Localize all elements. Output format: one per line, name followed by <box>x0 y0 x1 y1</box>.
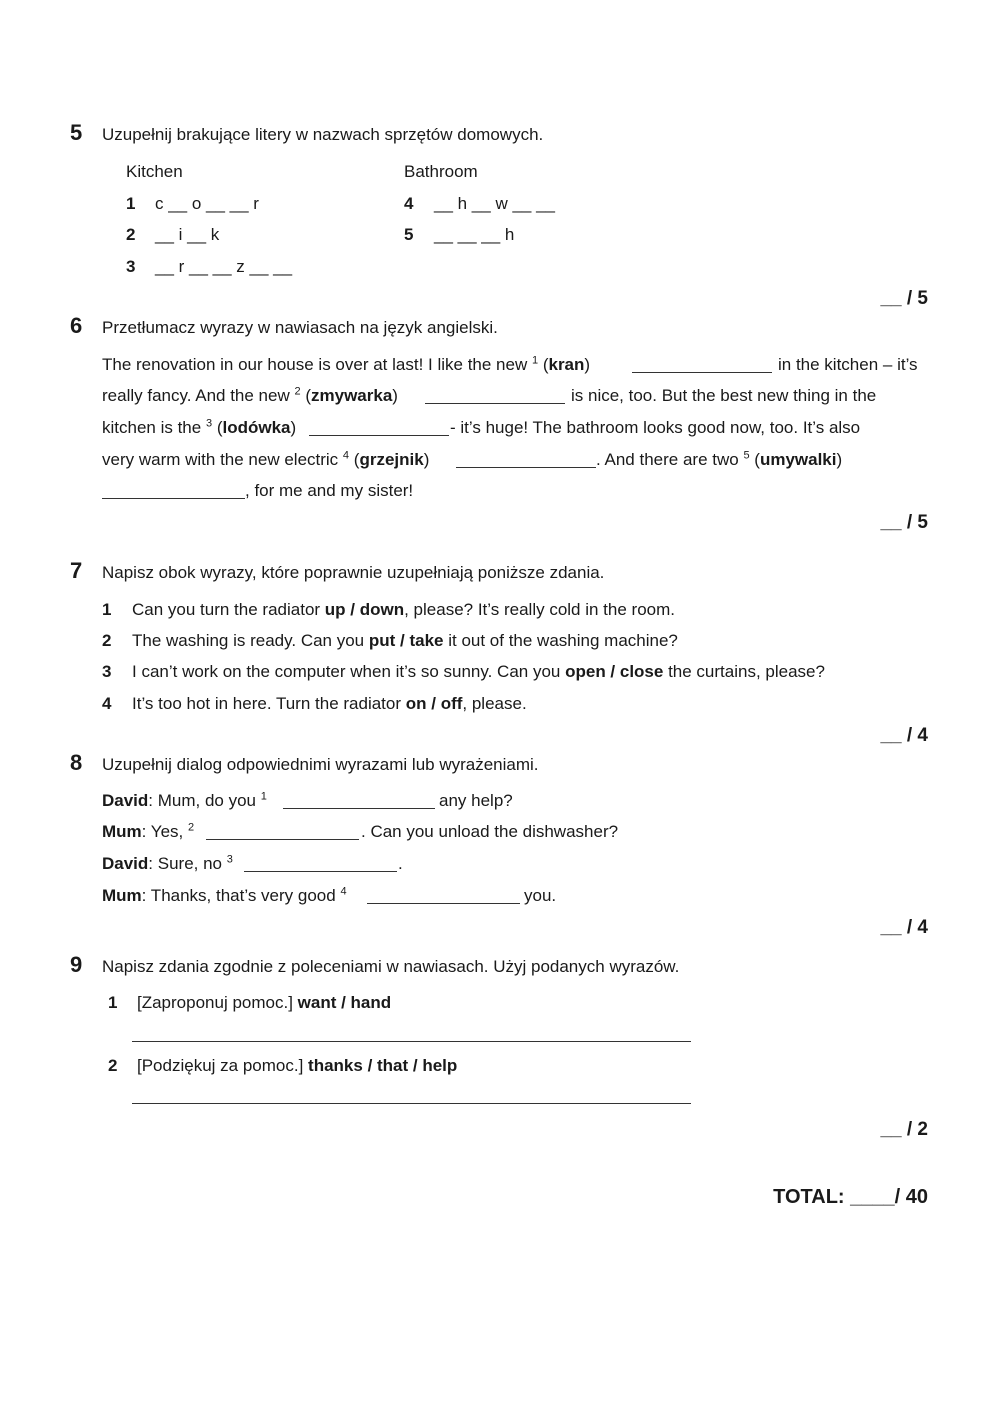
item-number: 3 <box>126 257 136 276</box>
exercise-5-title: Uzupełnij brakujące litery w nazwach sprzętów domowych. <box>102 125 544 144</box>
bathroom-header: Bathroom <box>404 162 478 181</box>
item-number: 5 <box>404 225 414 244</box>
exercise-9-score: __ / 2 <box>880 1119 928 1140</box>
paragraph-line: The renovation in our house is over at last! I like the new $^1$ (kran) <box>102 354 591 374</box>
exercise-7-number: 7 <box>70 558 83 583</box>
item-number: 4 <box>404 194 414 213</box>
prompt: [Podziękuj za pomoc.] thanks / that / help <box>137 1056 458 1075</box>
total-score: TOTAL: ____/ 40 <box>773 1186 928 1208</box>
exercise-7-title: Napisz obok wyrazy, które poprawnie uzupełniają poniższe zdania. <box>102 563 605 582</box>
letter-puzzle[interactable]: __ i __ k <box>155 225 220 244</box>
answer-blank-2[interactable] <box>425 403 565 404</box>
exercise-8-title: Uzupełnij dialog odpowiednimi wyrazami lub wyrażeniami. <box>102 755 539 774</box>
paragraph-line: really fancy. And the new $^2$ (zmywarka) <box>102 385 398 405</box>
dialog-line-end: . <box>398 854 403 873</box>
dialog-line-end: any help? <box>439 791 513 810</box>
answer-blank-1[interactable] <box>632 372 772 373</box>
paragraph-line: - it’s huge! The bathroom looks good now, too. It’s also <box>450 418 861 437</box>
answer-blank-3[interactable] <box>309 435 449 436</box>
answer-blank-4[interactable] <box>456 467 596 468</box>
exercise-5-number: 5 <box>70 120 83 145</box>
dialog-line-end: you. <box>524 886 557 905</box>
write-line-1[interactable] <box>132 1041 691 1042</box>
option-choice[interactable]: put / take <box>368 631 444 650</box>
dialog-line: Mum: Yes, $^2$ <box>102 821 195 841</box>
exercise-9-number: 9 <box>70 952 83 977</box>
dialog-blank-3[interactable] <box>244 871 397 872</box>
kitchen-header: Kitchen <box>126 162 183 181</box>
option-choice[interactable]: on / off <box>405 694 463 713</box>
dialog-line: David: Mum, do you $^1$ <box>102 790 267 810</box>
item-number: 4 <box>102 694 112 713</box>
paragraph-line: is nice, too. But the best new thing in the <box>571 386 877 405</box>
exercise-9-title: Napisz zdania zgodnie z poleceniami w nawiasach. Użyj podanych wyrazów. <box>102 957 680 976</box>
item-number: 3 <box>102 662 112 681</box>
dialog-blank-4[interactable] <box>367 903 520 904</box>
letter-puzzle[interactable]: c __ o __ __ r <box>155 194 259 213</box>
dialog-blank-2[interactable] <box>206 839 359 840</box>
sentence: It’s too hot in here. Turn the radiator on / off, please. <box>132 694 527 713</box>
paragraph-line: . And there are two $^5$ (umywalki) <box>596 449 843 469</box>
item-number: 2 <box>102 631 112 650</box>
option-choice[interactable]: open / close <box>565 662 664 681</box>
dialog-line: David: Sure, no $^3$ <box>102 853 233 873</box>
sentence: The washing is ready. Can you put / take it out of the washing machine? <box>132 631 678 650</box>
paragraph-line: , for me and my sister! <box>245 481 414 500</box>
prompt: [Zaproponuj pomoc.] want / hand <box>137 993 392 1012</box>
exercise-8-number: 8 <box>70 750 83 775</box>
paragraph-line: in the kitchen – it’s <box>778 355 918 374</box>
dialog-line-end: . Can you unload the dishwasher? <box>361 822 619 841</box>
sentence: Can you turn the radiator up / down, please? It’s really cold in the room. <box>132 600 675 619</box>
letter-puzzle[interactable]: __ r __ __ z __ __ <box>155 257 293 276</box>
item-number: 1 <box>102 600 112 619</box>
write-line-2[interactable] <box>132 1103 691 1104</box>
exercise-5-score: __ / 5 <box>880 288 928 309</box>
letter-puzzle[interactable]: __ h __ w __ __ <box>434 194 555 213</box>
letter-puzzle[interactable]: __ __ __ h <box>434 225 515 244</box>
answer-blank-5[interactable] <box>102 498 245 499</box>
sentence: I can’t work on the computer when it’s so sunny. Can you open / close the curtains, please? <box>132 662 825 681</box>
item-number: 1 <box>108 993 118 1012</box>
item-number: 2 <box>126 225 136 244</box>
paragraph-line: very warm with the new electric $^4$ (grzejnik) <box>102 449 430 469</box>
exercise-6-title: Przetłumacz wyrazy w nawiasach na język angielski. <box>102 318 498 337</box>
item-number: 1 <box>126 194 136 213</box>
dialog-blank-1[interactable] <box>283 808 435 809</box>
option-choice[interactable]: up / down <box>324 600 405 619</box>
exercise-6-number: 6 <box>70 313 83 338</box>
exercise-8-score: __ / 4 <box>880 917 928 938</box>
dialog-line: Mum: Thanks, that’s very good $^4$ <box>102 885 347 905</box>
exercise-7-score: __ / 4 <box>880 725 928 746</box>
exercise-6-score: __ / 5 <box>880 512 928 533</box>
item-number: 2 <box>108 1056 118 1075</box>
paragraph-line: kitchen is the $^3$ (lodówka) <box>102 417 297 437</box>
